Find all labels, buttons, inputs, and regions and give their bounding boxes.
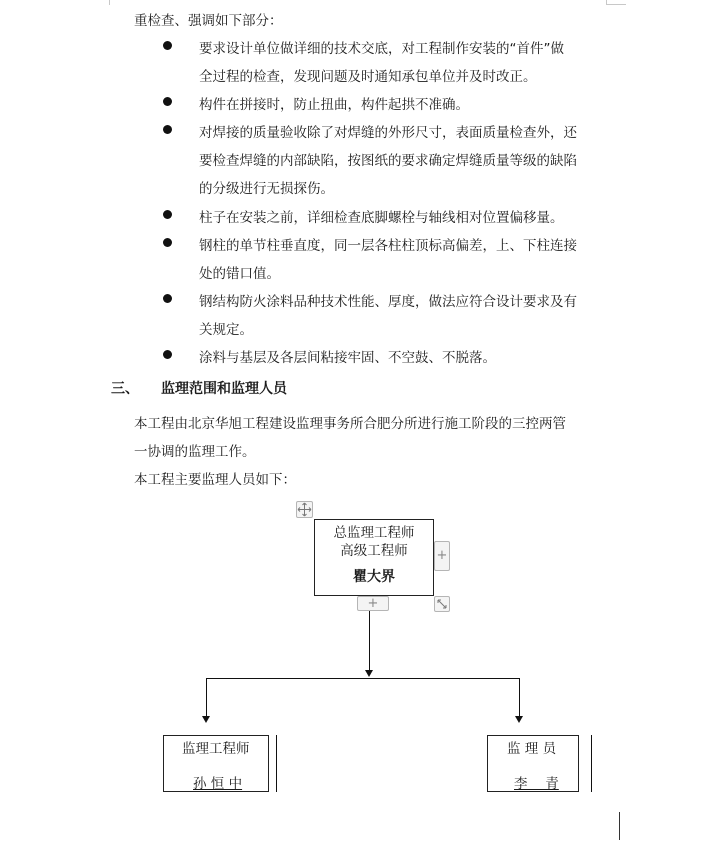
bullet-dot xyxy=(163,125,172,134)
bullet-4-line-1: 柱子在安装之前，详细检查底脚螺栓与轴线相对位置偏移量。 xyxy=(199,210,564,226)
supervisor-role: 监 理 员 xyxy=(507,741,557,757)
arrowhead-right xyxy=(515,716,523,723)
paragraph-line-3: 本工程主要监理人员如下： xyxy=(134,472,296,488)
bullet-1-line-1: 要求设计单位做详细的技术交底，对工程制作安装的“首件”做 xyxy=(199,41,564,57)
add-below-button[interactable]: + xyxy=(357,596,389,611)
bullet-6-line-2: 关规定。 xyxy=(199,322,253,338)
connector-right-down xyxy=(519,678,520,718)
bullet-3-line-2: 要检查焊缝的内部缺陷，按图纸的要求确定焊缝质量等级的缺陷 xyxy=(199,153,577,169)
org-box-supervision-engineer[interactable] xyxy=(163,735,269,792)
chief-role: 总监理工程师 xyxy=(333,525,415,541)
bullet-dot xyxy=(163,238,172,247)
intro-text: 重检查、强调如下部分： xyxy=(134,13,283,29)
bullet-dot xyxy=(163,350,172,359)
add-right-button[interactable]: + xyxy=(434,541,450,571)
connector-horizontal xyxy=(206,678,520,679)
arrowhead-top xyxy=(365,670,373,677)
chief-name: 瞿大界 xyxy=(353,569,395,585)
bullet-6-line-1: 钢结构防火涂料品种技术性能、厚度，做法应符合设计要求及有 xyxy=(199,294,577,310)
move-arrows-icon xyxy=(297,502,312,517)
bullet-dot xyxy=(163,294,172,303)
connector-top-down xyxy=(369,611,370,675)
connector-left-down xyxy=(206,678,207,718)
bullet-5-line-2: 处的错口值。 xyxy=(199,266,280,282)
section-number: 三、 xyxy=(111,381,139,397)
crop-mark-top-right-h xyxy=(606,4,626,5)
bullet-dot xyxy=(163,41,172,50)
engineer-role: 监理工程师 xyxy=(182,741,250,757)
engineer-name: 孙 恒 中 xyxy=(193,776,243,792)
diagonal-arrows-icon xyxy=(435,597,449,611)
bullet-1-line-2: 全过程的检查，发现问题及时通知承包单位并及时改正。 xyxy=(199,69,537,85)
arrowhead-left xyxy=(202,716,210,723)
paragraph-line-2: 一协调的监理工作。 xyxy=(134,444,256,460)
paragraph-line-1: 本工程由北京华旭工程建设监理事务所合肥分所进行施工阶段的三控两管 xyxy=(134,416,566,432)
bullet-3-line-3: 的分级进行无损探伤。 xyxy=(199,181,334,197)
org-box-supervisor[interactable] xyxy=(487,735,579,792)
bullet-5-line-1: 钢柱的单节柱垂直度，同一层各柱柱顶标高偏差，上、下柱连接 xyxy=(199,238,577,254)
crop-mark-top-left xyxy=(109,0,110,5)
bullet-2-line-1: 构件在拼接时，防止扭曲，构件起拱不准确。 xyxy=(199,97,469,113)
crop-mark-bottom-right xyxy=(619,812,620,840)
bullet-7-line-1: 涂料与基层及各层间粘接牢固、不空鼓、不脱落。 xyxy=(199,350,496,366)
supervisor-name: 李 青 xyxy=(514,776,559,792)
resize-icon[interactable] xyxy=(434,596,450,612)
bullet-dot xyxy=(163,210,172,219)
chief-title: 高级工程师 xyxy=(340,543,408,559)
left-box-side-line xyxy=(276,735,277,792)
org-box-chief-supervisor[interactable] xyxy=(314,519,434,596)
section-title: 监理范围和监理人员 xyxy=(161,381,287,397)
right-box-side-line xyxy=(591,735,592,792)
bullet-dot xyxy=(163,97,172,106)
move-handle-icon[interactable] xyxy=(296,501,313,518)
bullet-3-line-1: 对焊接的质量验收除了对焊缝的外形尺寸，表面质量检查外，还 xyxy=(199,125,577,141)
